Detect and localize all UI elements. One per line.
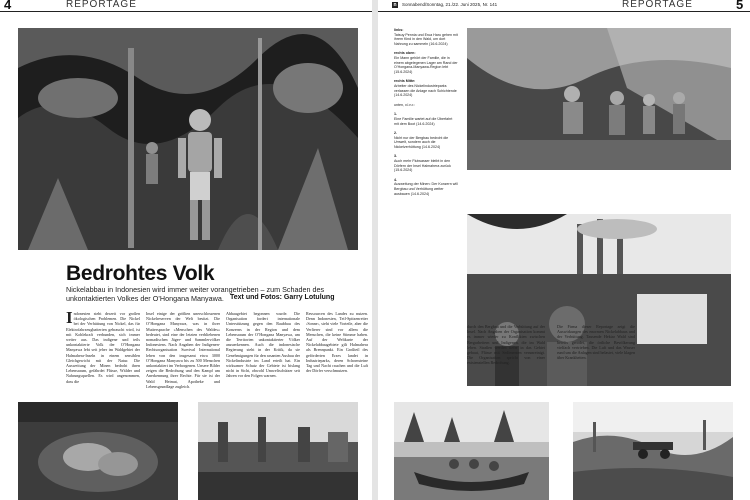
right-page-header [378, 0, 750, 12]
page-number-left: 4 [4, 0, 12, 12]
left-page [0, 0, 372, 500]
lead-photo-forest [18, 28, 358, 250]
caption-item: 4. Ausweitung der Minen: Der Konzern will Bergbau und Verhüttung weiter ausbauen (14.6.2024) [394, 177, 458, 196]
bottom-photo-mine [573, 402, 733, 500]
bottom-photo-boat [394, 402, 549, 500]
issue-dateline: Sonnabend/Sonntag, 21./22. Juni 2025, Nr. 141 [402, 2, 498, 7]
article-deck: Nickelabbau in Indonesien wird immer weiter vorangetrieben – zum Schaden des unkontaktierten Volkes der O’Hongana Manyawa. [66, 285, 325, 303]
photo-family-hut [467, 28, 731, 170]
body-column-4: Ressourcen des Landes zu nutzen. Denn Indonesien, Teil-Spitzenreiter ›Sonne‹, sieht viele Vorteile, aber die Verlierer sind vor allem die Menschen, die keine Stimme haben. Auf der Weltkarte der Nickelabbaugebiete gilt Halmahera als Brennpunkt. Ein Großteil des geförderten Erzes landet in Industrieparks, deren Schornsteine Tag und Nacht rauchen und die Luft der Dörfer verschmutzen. [306, 311, 368, 374]
left-page-header [0, 0, 372, 12]
rubric-left: REPORTAGE [66, 0, 137, 10]
body-text-1: ndonesien steht derzeit vor großen ökologischen Problemen. Die Nickel bei der Verhüttung von Nickel, das für Elektrofahrzeugbatterien gebraucht wird, ist mit Kohlekraft verbunden, sich immer weiter aus. Das indigene und teils unkontaktierte Volk der O’Hongana Manyawa lebt seit jeher im Waldgebiet der Halmahera-Inseln in einem sensiblen Gleichgewicht mit der Natur. Die Ausweitung der Minen bedroht ihren Lebensraum, gefährdet Flüsse, Wälder und Nahrungsquellen. Es wird angenommen, dass die [66, 311, 140, 384]
dropcap: I [66, 311, 73, 327]
body-column-2: Insel einige der größten unerschlossenen Nickelreserven der Welt besitzt. Die O’Hongana Manyawa, was in ihrer Muttersprache »Menschen des Waldes« bedeutet, sind eine der letzten verbliebenen nomadischen Jäger- und Sammlervölker Indonesiens. Nach Angaben der Indigenen-Rechtsorganisation Survival International leben von den insgesamt etwa 3000 O’Hongana Manyawa bis zu 500 Menschen unkontaktiert im Verborgenen. Unsere Bilder zeigen die Bedrohung und den Kampf um Anerkennung ihrer Rechte. Für sie ist der Wald Heimat, Apotheke und Lebensgrundlage zugleich. [146, 311, 220, 389]
body-column-1 [66, 311, 140, 389]
article-headline: Bedrohtes Volk [66, 262, 215, 285]
bottom-photo-industry [198, 402, 358, 500]
newspaper-logo-icon: n [393, 2, 397, 8]
caption-item: 1. Eine Familie wartet auf die Überfahrt mit dem Boot (14.6.2024) [394, 112, 453, 126]
right-body-column-2: Die Firma dieser Reportage zeigt die Auswirkungen des enormen Nickelabbaus und der Verhüttung. Tausende Hektar Wald sind bereits gerodet, die örtliche Bevölkerung vielfach vertrieben. Die Luft und das Wasser rund um die Anlagen sind belastet, viele klagen über Krankheiten. [557, 324, 635, 361]
bottom-photo-hands [18, 402, 178, 500]
caption-item: rechts oben: Ein Mann gehört der Familie, die in einem abgelegenen Lager am Rand der O’Hongana-Manyawa-Region lebt (15.6.2024) [394, 51, 458, 74]
article-byline: Text und Fotos: Garry Lotulung [230, 294, 335, 301]
caption-item: links: Tatsuy Pennia und Erua Haru gehen mit ihrem Kind in den Wald, um dort Nahrung zu sammeln (16.6.2024) [394, 28, 458, 46]
caption-item: rechts Mitte: Arbeiter des Nickelindustrieparks verlassen die Anlage nach Schichtende (14.6.2024) [394, 79, 457, 98]
caption-item: unten, v.l.n.r.: [394, 102, 416, 107]
page-number-right: 5 [736, 0, 744, 12]
body-column-3: Abbaugebiet begonnen wurde. Die Organisation fordert internationale Unterstützung gegen den Raubbau des Konzerns in der Region und dem Lebensraum der O’Hongana Manyawa, um die Territorien unkontaktierter Völker anzuerkennen. Auch die indonesische Regierung steht in der Kritik, da sie Genehmigungen für den rasanten Ausbau der Nickelindustrie im Land erteilt hat. Ein wirksamer Schutz der Gebiete ist bislang nicht in Sicht, obwohl Umweltschützer seit Jahren vor den Folgen warnen. [226, 311, 300, 379]
right-body-column-1: durch den Bergbau und die Verhüttung auf der Insel. Nach Angaben der Organisation kommt es immer wieder zu Konflikten zwischen Bergarbeitern und Indigenen, die im Wald leben. Straßen werden tiefer in das Gebiet gebaut, Flüsse mit Sedimenten verunreinigt. Die Organisation spricht von einer existenziellen Bedrohung. [467, 324, 545, 366]
photo-captions [394, 28, 458, 201]
rubric-right: REPORTAGE [622, 0, 693, 10]
caption-item: 3. Auch mehr Flutwasser bleibt in den Dörfern der Insel Halmahera zurück (15.6.2024) [394, 154, 451, 173]
caption-item: 2. Nicht nur der Bergbau bedroht die Umwelt, sondern auch die Nickelverhüttung (14.6.2024) [394, 131, 449, 149]
